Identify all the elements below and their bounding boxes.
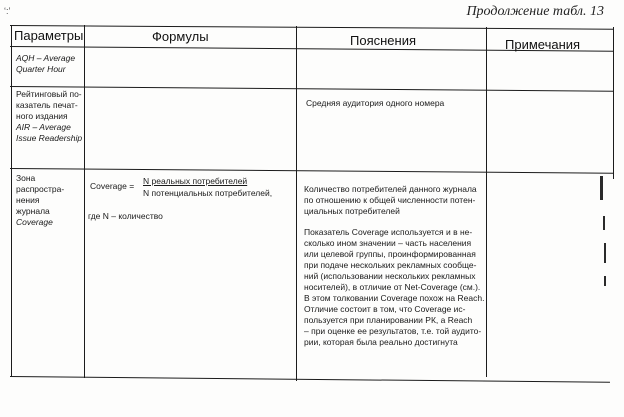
row2-bottom-border <box>10 168 614 174</box>
column-divider-2 <box>296 26 297 381</box>
note-line: по отношению к общей численности потен- <box>304 195 476 205</box>
header-formulas: Формулы <box>152 29 209 44</box>
table-bottom-border <box>10 376 610 383</box>
header-notes: Пояснения <box>350 33 417 48</box>
note-line: носителей), в отличие от Net-Coverage (см.). <box>304 282 481 292</box>
param-line: ного издания <box>16 111 68 121</box>
param-line: Quarter Hour <box>16 64 66 74</box>
scan-edge-mark <box>603 216 605 230</box>
row3-note-paragraph-2 <box>304 227 486 348</box>
table-top-border <box>10 25 614 30</box>
scan-edge-mark <box>600 176 603 200</box>
param-line: Issue Readership <box>16 133 83 143</box>
scan-edge-mark <box>604 276 606 286</box>
param-line: нения <box>16 195 40 205</box>
param-line: распростра- <box>16 184 65 194</box>
column-divider-right <box>613 27 614 179</box>
column-divider-3 <box>486 27 487 377</box>
row1-bottom-border <box>10 86 614 92</box>
row3-param <box>16 173 84 228</box>
note-line: рии, которая была реально достигнута <box>304 337 458 347</box>
coverage-formula-denominator: N потенциальных потребителей, <box>143 188 273 198</box>
row1-param <box>16 53 84 75</box>
header-params: Параметры <box>14 28 84 43</box>
coverage-formula-numerator: N реальных потребителей <box>143 176 248 186</box>
coverage-formula-where: где N – количество <box>88 211 163 221</box>
note-line: пользуется при планировании РК, а Reach <box>304 315 473 325</box>
param-line: AIR – Average <box>16 122 71 132</box>
column-divider-left <box>11 25 12 377</box>
scan-edge-mark <box>604 243 606 263</box>
column-divider-1 <box>84 25 85 378</box>
note-line: сколько ином значении – часть населения <box>304 238 472 248</box>
note-line: Количество потребителей данного журнала <box>304 184 477 194</box>
row2-note: Средняя аудитория одного номера <box>306 98 445 108</box>
note-line: или целевой группы, проинформированная <box>304 249 476 259</box>
header-remarks: Примечания <box>505 37 581 52</box>
row3-note-paragraph-1 <box>304 184 484 217</box>
note-line: Показатель Coverage используется и в не- <box>304 227 473 237</box>
row2-param <box>16 89 86 144</box>
note-line: при подаче нескольких рекламных сообще- <box>304 260 477 270</box>
param-line: Coverage <box>16 217 53 227</box>
param-line: казатель печат- <box>16 100 78 110</box>
coverage-formula-lhs: Coverage = <box>90 181 135 191</box>
note-line: Отличие состоит в том, что Coverage ис- <box>304 304 466 314</box>
table-continuation-caption: Продолжение табл. 13 <box>466 4 604 19</box>
note-line: – при оценке ее результатов, т.е. той аудито- <box>304 326 482 336</box>
corner-mark: ‘:’ <box>4 6 11 16</box>
note-line: ний (использовании нескольких рекламных <box>304 271 476 281</box>
param-line: AQH – Average <box>16 53 76 63</box>
param-line: журнала <box>16 206 50 216</box>
note-line: В этом толковании Coverage похож на Reach. <box>304 293 485 303</box>
param-line: Зона <box>16 173 36 183</box>
note-line: циальных потребителей <box>304 206 400 216</box>
param-line: Рейтинговый по- <box>16 89 82 99</box>
